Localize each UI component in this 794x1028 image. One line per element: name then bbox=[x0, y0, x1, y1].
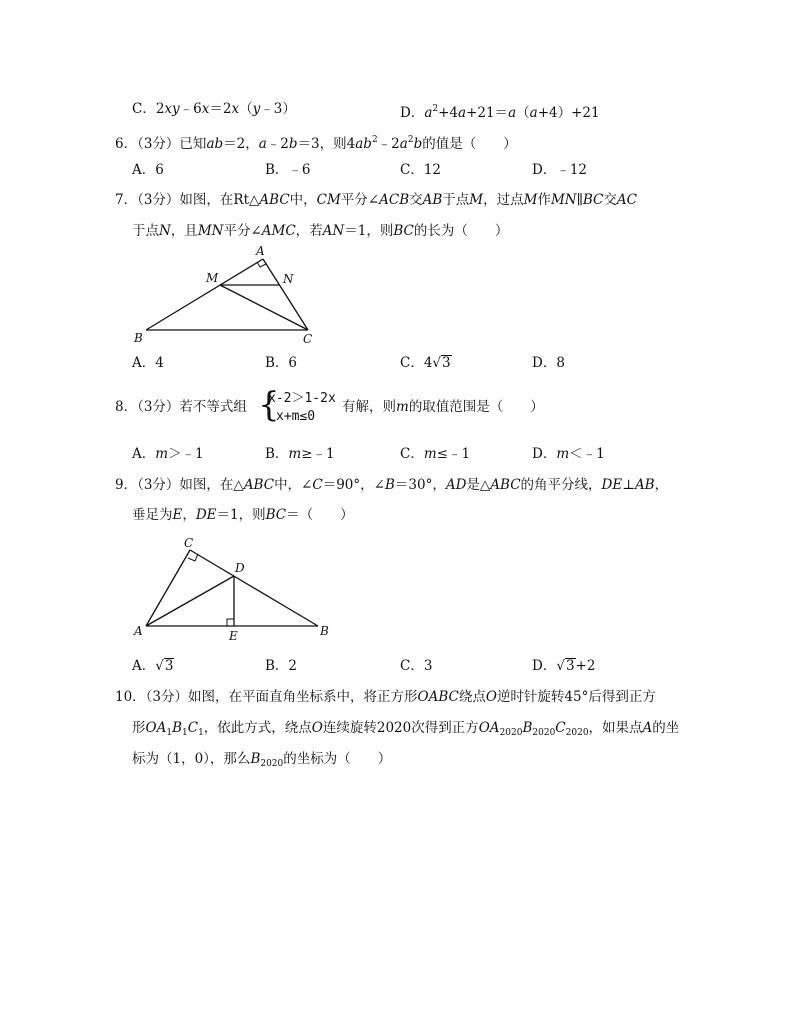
q10-stem-line2: 形$OA_1B_1C_1$，依此方式，绕点O连续旋转2020次得到正方$OA_{2020}B_{2020}C_{2020}$，如果点A的坐 bbox=[132, 720, 680, 738]
q7-option-c: C．4√3 bbox=[400, 355, 451, 371]
q10-stem-line3: 标为（1，0），那么$B_{2020}$的坐标为（ ） bbox=[132, 751, 392, 769]
q7-label-m: M bbox=[206, 271, 219, 285]
q7-label-b: B bbox=[134, 331, 143, 345]
q9-label-b: B bbox=[320, 624, 329, 638]
q8-option-d: D．m＜﹣1 bbox=[532, 446, 605, 462]
q5-option-c: C．2xy﹣6x＝2x（y﹣3） bbox=[132, 101, 296, 117]
q7-label-n: N bbox=[283, 272, 294, 286]
q7-option-b: B．6 bbox=[265, 355, 298, 371]
q9-label-a: A bbox=[134, 624, 143, 638]
q8-inequality-2: x+m≤0 bbox=[276, 409, 316, 424]
q10-stem-line1: 10．（3分）如图，在平面直角坐标系中，将正方形OABC绕点O逆时针旋转45°后得到正方 bbox=[115, 689, 656, 705]
q9-stem-line2: 垂足为E，DE＝1，则BC＝（ ） bbox=[132, 507, 354, 523]
q8-stem-suffix: 有解，则m的取值范围是（ ） bbox=[342, 399, 544, 415]
q9-option-b: B．2 bbox=[265, 658, 298, 674]
q7-stem-line2: 于点N，且MN平分∠AMC，若AN＝1，则BC的长为（ ） bbox=[132, 223, 509, 239]
q6-option-a: A．6 bbox=[132, 162, 164, 178]
q7-label-a: A bbox=[256, 244, 265, 258]
q8-inequality-1: x-2＞1-2x bbox=[268, 391, 336, 406]
q6-option-c: C．12 bbox=[400, 162, 442, 178]
q7-stem-line1: 7．（3分）如图，在Rt△ABC中，CM平分∠ACB交AB于点M，过点M作MN∥BC交AC bbox=[115, 192, 637, 208]
q6-option-b: B．﹣6 bbox=[265, 162, 311, 178]
q6-option-d: D．﹣12 bbox=[532, 162, 588, 178]
q9-option-d: D．√3+2 bbox=[532, 658, 596, 674]
q9-label-e: E bbox=[229, 629, 238, 643]
q9-option-a: A．√3 bbox=[132, 658, 174, 674]
q9-label-d: D bbox=[235, 561, 245, 575]
q8-option-b: B．m≥﹣1 bbox=[265, 446, 335, 462]
q8-stem-prefix: 8．（3分）若不等式组 bbox=[115, 399, 247, 415]
q9-option-c: C．3 bbox=[400, 658, 433, 674]
q7-label-c: C bbox=[303, 332, 313, 346]
q9-label-c: C bbox=[184, 536, 194, 550]
q8-option-c: C．m≤﹣1 bbox=[400, 446, 471, 462]
q7-option-d: D．8 bbox=[532, 355, 565, 371]
q9-stem-line1: 9．（3分）如图，在△ABC中，∠C＝90°，∠B＝30°，AD是△ABC的角平分线，DE⊥AB， bbox=[115, 477, 669, 493]
q7-option-a: A．4 bbox=[132, 355, 164, 371]
q8-option-a: A．m＞﹣1 bbox=[132, 446, 204, 462]
q5-option-d: D．$a^2+4a+21=a(a+4)+21$ bbox=[400, 104, 600, 121]
q6-stem: 6．（3分）已知ab＝2，a﹣2b＝3，则$4ab^2﹣2a^2b$的值是（ ） bbox=[115, 135, 517, 152]
q8-brace: { bbox=[258, 385, 280, 425]
